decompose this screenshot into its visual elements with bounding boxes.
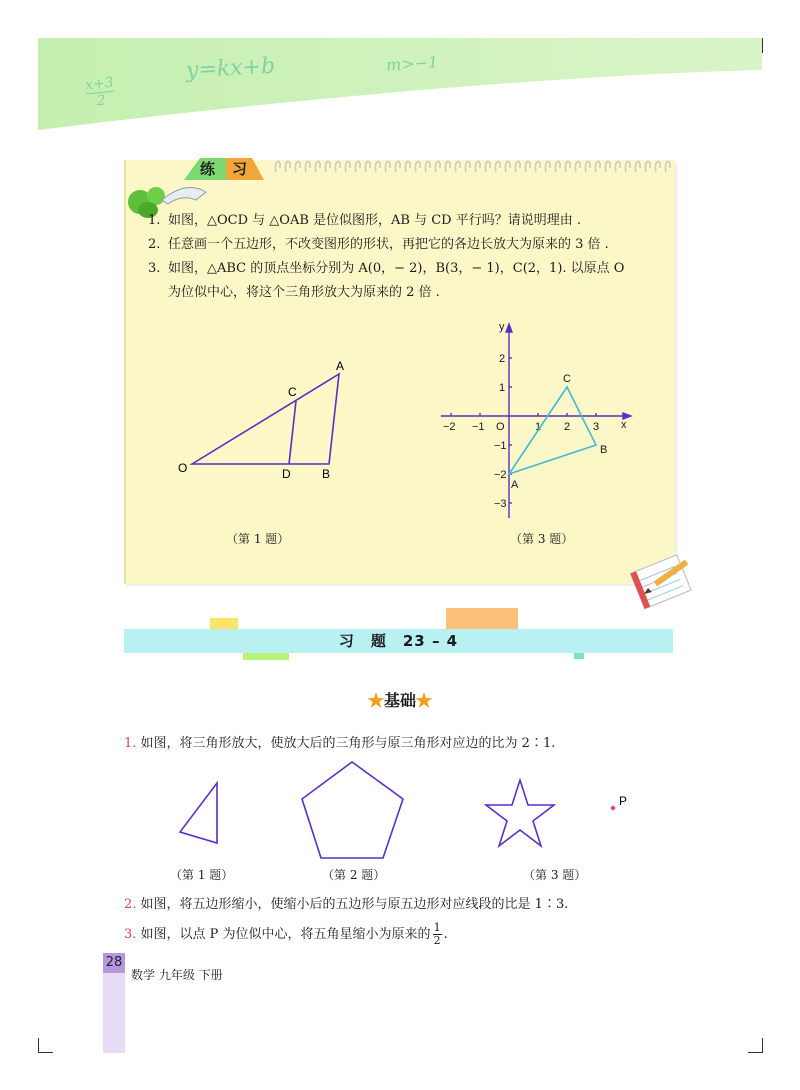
fig3-label-c: C [563,373,571,385]
level-heading-text: 基础 [383,691,416,710]
y-tick-label: 1 [499,382,506,394]
page-number: 28 [103,953,125,973]
practice-question-1 [148,210,581,232]
spiral-ring [285,161,290,172]
exercise-item-2-num: 2. [124,897,137,912]
x-tick-label: 1 [535,421,542,433]
spiral-ring [655,161,660,172]
fraction-one-half [433,922,442,947]
practice-question-3-text: 如图，△ABC 的顶点坐标分别为 A(0，− 2)，B(3，− 1)，C(2，1). 以原点 O [168,261,625,276]
spiral-ring [665,161,670,172]
exercise-item-2 [124,893,568,912]
practice-question-3 [148,258,624,280]
spiral-ring [335,161,340,172]
figure-3-coordinate-plane [436,322,636,522]
spiral-ring [395,161,400,172]
practice-question-1-text: 如图，△OCD 与 △OAB 是位似图形，AB 与 CD 平行吗？请说明理由 . [168,213,581,228]
practice-question-3-num: 3. [148,261,161,276]
practice-tab-char-2: 习 [232,160,248,178]
spiral-ring [385,161,390,172]
point-p-label: P [619,794,628,808]
spiral-ring [505,161,510,172]
header-band-shape [38,38,762,133]
fig1-label-o: O [178,461,188,475]
segment-cd [289,401,296,464]
exercise-figures [124,755,644,865]
spiral-ring [475,161,480,172]
fig1-label-d: D [282,467,291,481]
spiral-ring [495,161,500,172]
exercise-caption-3: （第 3 题） [523,868,587,882]
level-heading [300,688,500,711]
fig3-label-b: B [600,444,608,456]
practice-question-2 [148,234,609,256]
exercise-item-1-text: 如图，将三角形放大，使放大后的三角形与原三角形对应边的比为 2∶1. [140,736,556,751]
spiral-ring [605,161,610,172]
figure-3-caption: （第 3 题） [510,532,574,546]
exercise-item-1-num: 1. [124,736,137,751]
spiral-ring [455,161,460,172]
practice-question-1-num: 1. [148,213,161,228]
spiral-ring [465,161,470,172]
triangle-abc [509,387,596,474]
exercise-item-3-text: 如图，以点 P 为位似中心，将五角星缩小为原来的 [140,927,431,942]
y-tick-label: 2 [499,353,506,365]
header-fraction-num: x+3 [84,74,115,94]
exercise-item-3-num: 3. [124,927,137,942]
spiral-ring [405,161,410,172]
spiral-ring [355,161,360,172]
practice-question-2-num: 2. [148,237,161,252]
spiral-ring [595,161,600,172]
x-tick-label: −1 [472,421,485,433]
y-axis-arrow-icon [506,324,512,332]
spiral-ring [625,161,630,172]
fig1-label-b: B [322,467,331,481]
spiral-ring [315,161,320,172]
y-axis-label: y [499,322,505,333]
y-tick-label: −3 [494,498,507,510]
spiral-ring [275,161,280,172]
spiral-ring [435,161,440,172]
spiral-ring [375,161,380,172]
practice-box [124,160,675,584]
spiral-ring [365,161,370,172]
spiral-ring [645,161,650,172]
exercise-item-1 [124,732,555,751]
spiral-ring [545,161,550,172]
triangle-oab [192,374,339,464]
point-p-dot [611,806,615,810]
spiral-ring [325,161,330,172]
exercise-item-2-text: 如图，将五边形缩小，使缩小后的五边形与原五边形对应线段的比是 1∶3. [140,897,569,912]
crop-mark-bottom-right [748,1038,763,1053]
book-title: 数学 九年级 下册 [131,968,223,982]
crop-mark-bottom-left [38,1038,53,1053]
spiral-ring [425,161,430,172]
fig1-label-c: C [288,385,297,399]
exercise-item-3-tail: . [443,927,448,942]
y-tick-label: −1 [494,440,507,452]
spiral-ring [295,161,300,172]
decor-orange-block [446,608,518,630]
fraction-denominator: 2 [433,934,441,947]
practice-tab-char-1: 练 [200,160,216,178]
exercise-triangle [180,783,217,843]
spiral-ring [585,161,590,172]
exercise-caption-1: （第 1 题） [170,868,234,882]
spiral-ring [445,161,450,172]
exercise-title-bar [124,629,673,653]
practice-question-2-text: 任意画一个五边形，不改变图形的形状，再把它的各边长放大为原来的 3 倍 . [168,237,609,252]
spiral-ring [305,161,310,172]
header-fraction-den: 2 [95,92,107,110]
spiral-ring [515,161,520,172]
notebook-pencil-icon [626,552,700,612]
figure-1-caption: （第 1 题） [226,532,290,546]
spiral-ring [415,161,420,172]
origin-label: O [496,421,505,433]
exercise-star-shape [486,780,554,846]
spiral-ring [565,161,570,172]
x-tick-label: 3 [593,421,600,433]
exercise-item-3 [124,922,448,947]
spiral-ring [345,161,350,172]
exercise-pentagon [302,762,403,858]
spiral-ring [575,161,580,172]
spiral-ring [615,161,620,172]
header-formula-inequality: m>−1 [385,52,439,75]
fraction-numerator: 1 [433,921,441,934]
practice-question-3-cont-text: 为位似中心，将这个三角形放大为原来的 2 倍 . [168,285,440,300]
spiral-ring [535,161,540,172]
x-tick-label: 2 [564,421,571,433]
fig1-label-a: A [336,359,345,373]
y-tick-label: −2 [494,469,507,481]
star-icon-right: ★ [416,691,433,710]
figure-1-triangles [174,356,364,486]
fig3-label-a: A [511,479,519,491]
exercise-caption-2: （第 2 题） [322,868,386,882]
spiral-ring [485,161,490,172]
spiral-ring [635,161,640,172]
x-tick-label: −2 [443,421,456,433]
exercise-title: 习 题 23 – 4 [338,632,459,650]
header-fraction [84,75,116,111]
header-band [38,38,762,133]
header-formula-linear: y=kx+b [185,53,276,84]
practice-question-3-cont [148,282,440,304]
spiral-ring [525,161,530,172]
spiral-ring [555,161,560,172]
star-icon-left: ★ [367,691,384,710]
x-axis-label: x [621,419,627,431]
